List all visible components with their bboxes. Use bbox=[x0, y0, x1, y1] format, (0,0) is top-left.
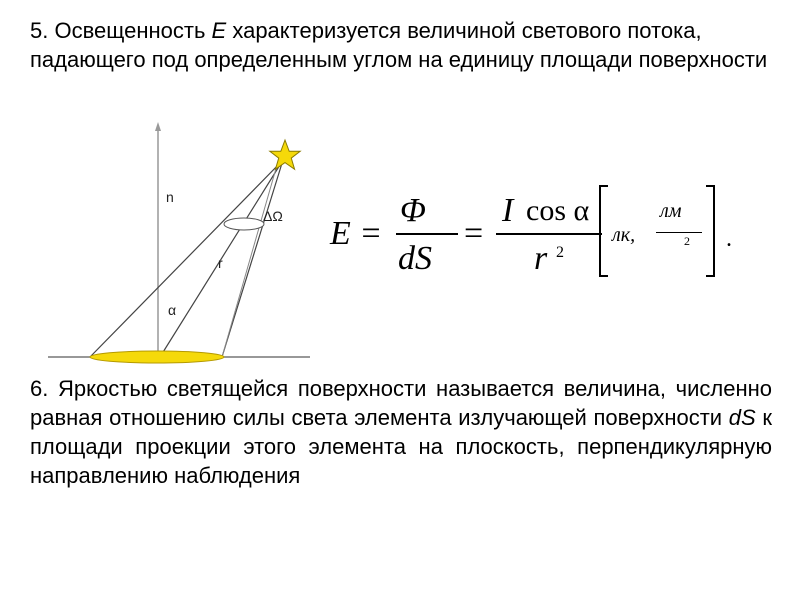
unit-den-sup: 2 bbox=[684, 234, 690, 248]
formula-frac1-num: Φ bbox=[400, 192, 426, 229]
star-icon bbox=[270, 140, 300, 169]
p5-symbol-e: E bbox=[211, 18, 227, 43]
p6-text-b: к площади проекции этого элемента на плоскость, перпендикулярную направлению наблюдения bbox=[30, 405, 773, 488]
label-n: n bbox=[166, 189, 174, 205]
p5-text: характеризуется величиной светового потока, падающего под определенным углом на единицу площади поверхности bbox=[30, 18, 768, 72]
formula-frac2-num: I bbox=[502, 192, 514, 229]
unit-lk: лк, bbox=[612, 224, 636, 246]
cone-left-line bbox=[90, 160, 283, 357]
label-r: r bbox=[218, 255, 223, 271]
formula-lhs: E = bbox=[330, 215, 383, 252]
formula-eq2: = bbox=[464, 215, 484, 252]
formula-frac1-bar bbox=[396, 233, 458, 235]
formula-period: . bbox=[726, 226, 732, 252]
formula-frac1-den: dS bbox=[398, 240, 432, 277]
normal-arrowhead bbox=[155, 122, 161, 131]
formula-frac3-num: cos α bbox=[526, 194, 590, 227]
formula-frac2-bar bbox=[496, 233, 602, 235]
unit-lm: лм bbox=[660, 200, 682, 222]
illuminated-surface bbox=[90, 351, 224, 363]
p5-prefix: 5. Освещенность bbox=[30, 18, 212, 43]
paragraph-luminance bbox=[30, 374, 772, 490]
solid-angle-ellipse bbox=[224, 218, 264, 230]
p6-text-a: 6. Яркостью светящейся поверхности называется величина, численно равная отношению силы света элемента излучающей поверхности bbox=[30, 376, 772, 430]
formula-frac3-den-sup: 2 bbox=[556, 244, 564, 261]
formula-frac3-den: r bbox=[534, 240, 548, 277]
label-solid-angle: ΔΩ bbox=[263, 208, 283, 224]
label-alpha: α bbox=[168, 302, 177, 318]
p6-symbol-ds: dS bbox=[728, 405, 756, 430]
cone-right-line bbox=[222, 160, 283, 357]
unit-fraction-bar bbox=[656, 232, 702, 233]
illuminance-formula bbox=[330, 180, 750, 290]
